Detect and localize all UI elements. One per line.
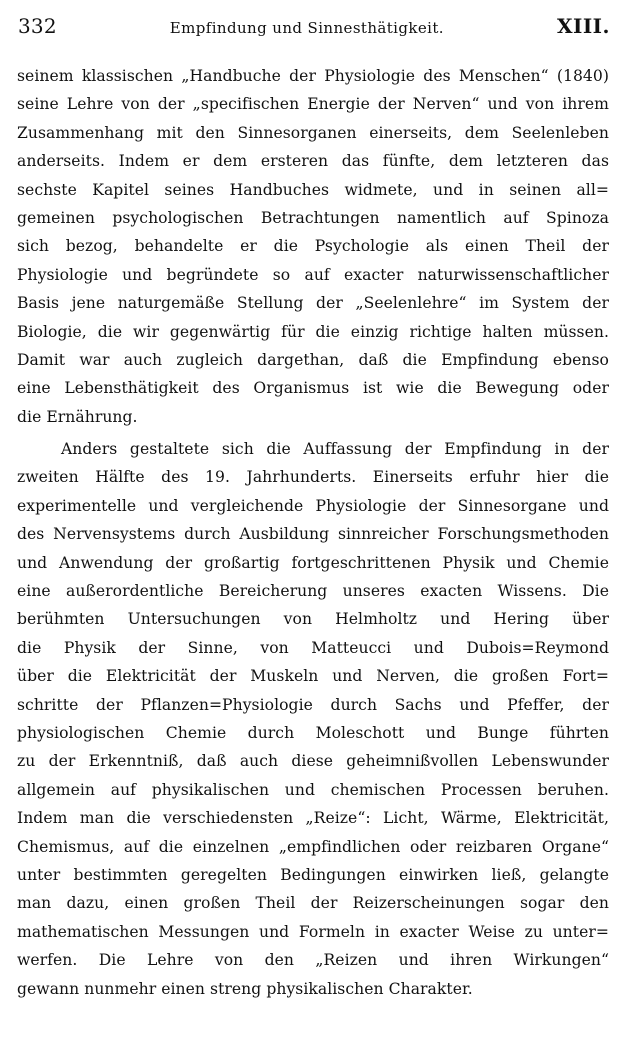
- text-line: Anders gestaltete sich die Auffassung der Empfindung in der: [61, 440, 609, 459]
- text-line: und Anwendung der großartig fortgeschrittenen Physik und Chemie: [17, 553, 609, 572]
- text-line: physiologischen Chemie durch Moleschott und Bunge führten: [17, 723, 609, 742]
- text-line: sechste Kapitel seines Handbuches widmete, und in seinen all=: [17, 180, 609, 199]
- text-line: mathematischen Messungen und Formeln in exacter Weise zu unter=: [17, 922, 609, 941]
- text-line: zweiten Hälfte des 19. Jahrhunderts. Einerseits erfuhr hier die: [17, 468, 609, 487]
- paragraph: [17, 62, 609, 431]
- text-line: Physiologie und begründete so auf exacter naturwissenschaftlicher: [17, 265, 609, 284]
- text-line: schritte der Pflanzen=Physiologie durch Sachs und Pfeffer, der: [17, 695, 609, 714]
- text-line: man dazu, einen großen Theil der Reizerscheinungen sogar den: [17, 894, 609, 913]
- text-line: gewann nunmehr einen streng physikalischen Charakter.: [17, 979, 473, 998]
- text-line: seinem klassischen „Handbuche der Physiologie des Menschen“ (1840): [17, 67, 609, 85]
- text-line: Indem man die verschiedensten „Reize“: Licht, Wärme, Elektricität,: [17, 809, 609, 828]
- chapter-number: XIII.: [556, 14, 610, 38]
- text-line: über die Elektricität der Muskeln und Nerven, die großen Fort=: [17, 667, 609, 686]
- text-line: berühmten Untersuchungen von Helmholtz und Hering über: [17, 610, 609, 629]
- text-line: unter bestimmten geregelten Bedingungen einwirken ließ, gelangte: [17, 865, 609, 884]
- text-line: eine Lebensthätigkeit des Organismus ist wie die Bewegung oder: [17, 379, 609, 398]
- text-line: werfen. Die Lehre von den „Reizen und ihren Wirkungen“: [17, 951, 609, 970]
- text-line: die Ernährung.: [17, 407, 138, 426]
- text-line: allgemein auf physikalischen und chemischen Processen beruhen.: [17, 780, 609, 799]
- text-line: zu der Erkenntniß, daß auch diese geheimnißvollen Lebenswunder: [17, 752, 609, 771]
- text-line: Zusammenhang mit den Sinnesorganen einerseits, dem Seelenleben: [17, 123, 609, 142]
- text-line: seine Lehre von der „specifischen Energie der Nerven“ und von ihrem: [17, 95, 609, 114]
- text-line: experimentelle und vergleichende Physiologie der Sinnesorgane und: [17, 496, 609, 515]
- text-line: Damit war auch zugleich dargethan, daß die Empfindung ebenso: [17, 350, 609, 369]
- text-line: anderseits. Indem er dem ersteren das fünfte, dem letzteren das: [17, 152, 609, 171]
- text-line: eine außerordentliche Bereicherung unseres exacten Wissens. Die: [17, 582, 609, 601]
- text-line: Chemismus, auf die einzelnen „empfindlichen oder reizbaren Organe“: [17, 837, 609, 856]
- text-line: Biologie, die wir gegenwärtig für die einzig richtige halten müssen.: [17, 322, 609, 341]
- text-line: sich bezog, behandelte er die Psychologie als einen Theil der: [17, 237, 609, 256]
- text-line: Basis jene naturgemäße Stellung der „Seelenlehre“ im System der: [17, 294, 609, 313]
- page-number: 332: [18, 14, 57, 38]
- running-title: Empfindung und Sinnesthätigkeit.: [169, 19, 444, 37]
- text-line: die Physik der Sinne, von Matteucci und Dubois=Reymond: [17, 638, 609, 657]
- running-header: [18, 14, 610, 40]
- paragraph: [17, 435, 609, 1003]
- text-line: des Nervensystems durch Ausbildung sinnreicher Forschungsmethoden: [17, 525, 609, 544]
- text-line: gemeinen psychologischen Betrachtungen namentlich auf Spinoza: [17, 208, 609, 227]
- body-text: [17, 62, 609, 1003]
